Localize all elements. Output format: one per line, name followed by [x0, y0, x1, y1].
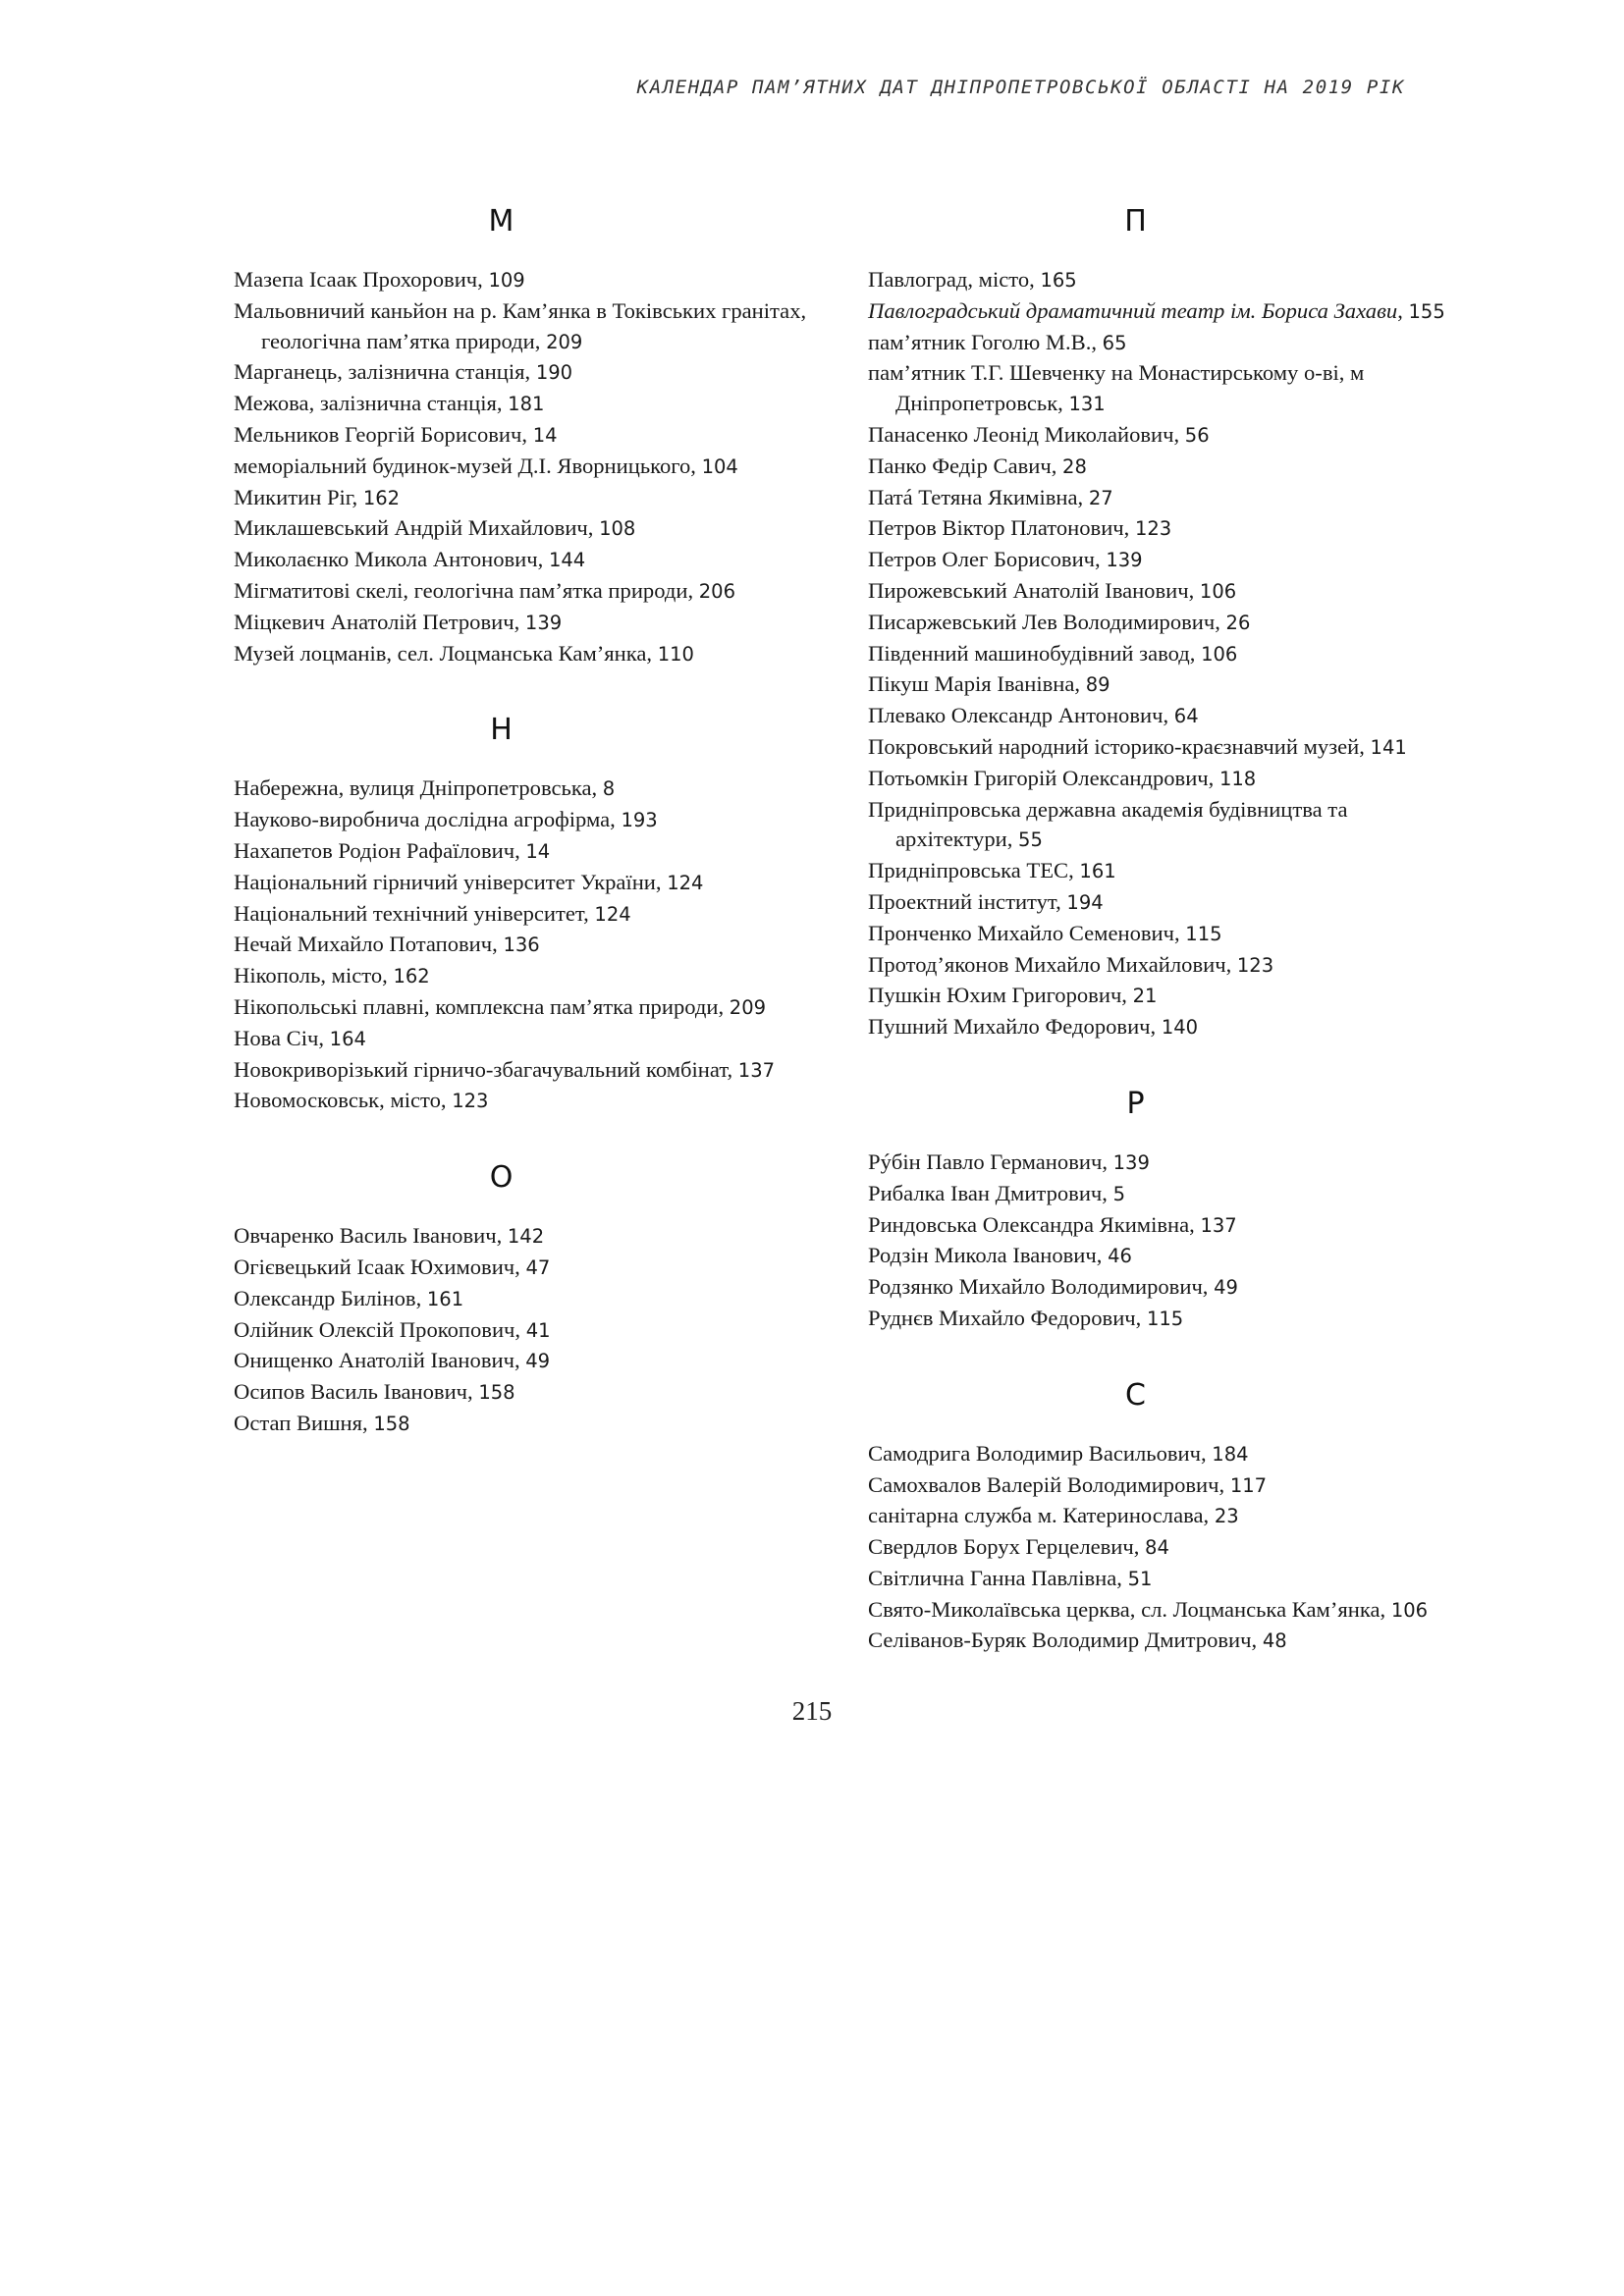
index-entry [868, 608, 1447, 639]
entry-name: Науково-виробнича дослідна агрофірма, [234, 807, 622, 832]
index-entry [868, 420, 1447, 452]
index-entry [868, 701, 1447, 732]
entry-name: Світлична Ганна Павлівна, [868, 1565, 1128, 1590]
entry-page-number: 84 [1145, 1536, 1169, 1560]
entry-name: Нечай Михайло Потапович, [234, 932, 504, 957]
index-entry [868, 1012, 1447, 1043]
index-section [868, 1372, 1447, 1658]
entry-page-number: 55 [1018, 828, 1043, 852]
entry-name: Мельников Георгій Борисович, [234, 421, 533, 447]
index-entry [234, 836, 813, 868]
entry-name: Овчаренко Василь Іванович, [234, 1223, 508, 1249]
index-entry [234, 1055, 813, 1087]
index-entry [234, 296, 813, 358]
entry-name: пам’ятник Гоголю М.В., [868, 329, 1103, 354]
entry-name: Нікополь, місто, [234, 963, 394, 988]
entry-name: Міцкевич Анатолій Петрович, [234, 609, 525, 634]
index-entry [234, 1221, 813, 1253]
entry-page-number: 140 [1161, 1016, 1199, 1040]
entry-page-number: 28 [1062, 454, 1087, 478]
entry-name: Мігматитові скелі, геологічна пам’ятка природи, [234, 577, 699, 603]
entry-page-number: 136 [503, 934, 540, 957]
entry-name: Огієвецький Ісаак Юхимович, [234, 1254, 526, 1279]
index-entry [234, 265, 813, 296]
section-letter: Р [1126, 1086, 1145, 1121]
entry-page-number: 139 [1112, 1150, 1150, 1174]
index-entry [234, 899, 813, 931]
index-entry [868, 887, 1447, 919]
entry-page-number: 161 [1079, 860, 1116, 883]
running-header: КАЛЕНДАР ПАМ’ЯТНИХ ДАТ ДНІПРОПЕТРОВСЬКОЇ ОБЛАСТІ НА 2019 РІК [636, 77, 1405, 98]
entry-page-number: 158 [373, 1412, 410, 1435]
entry-page-number: 117 [1229, 1473, 1268, 1497]
index-entry-list [234, 774, 813, 1117]
entry-name: Протод’яконов Михайло Михайлович, [868, 951, 1237, 977]
index-entry [234, 420, 813, 452]
entry-page-number: 23 [1214, 1505, 1239, 1528]
entry-name: Марганець, залізнична станція, [234, 359, 536, 385]
entry-name: Селіванов-Буряк Володимир Дмитрович, [868, 1628, 1263, 1653]
entry-name: Панасенко Леонід Миколайович, [868, 421, 1185, 447]
index-column-right [868, 198, 1447, 1657]
index-entry [868, 483, 1447, 514]
index-entry [868, 1439, 1447, 1470]
index-entry [868, 1470, 1447, 1502]
index-entry [868, 1179, 1447, 1210]
entry-page-number: 139 [524, 611, 563, 634]
entry-name: Павлоград, місто, [868, 267, 1041, 292]
entry-name: Онищенко Анатолій Іванович, [234, 1348, 526, 1373]
index-entry [234, 1346, 813, 1377]
index-entry [868, 1595, 1447, 1627]
entry-name: Пушний Михайло Федорович, [868, 1014, 1162, 1040]
index-entry [234, 576, 813, 608]
index-entry [234, 545, 813, 576]
entry-name: Пронченко Михайло Семенович, [868, 920, 1186, 945]
entry-name: Нікопольські плавні, комплексна пам’ятка природи, [234, 993, 730, 1019]
index-section [868, 1081, 1447, 1335]
entry-name: Потьомкін Григорій Олександрович, [868, 765, 1219, 790]
entry-name: Петров Віктор Платонович, [868, 515, 1135, 541]
index-entry [234, 805, 813, 836]
entry-name: Самодрига Володимир Васильович, [868, 1440, 1213, 1466]
index-column-left [234, 198, 813, 1440]
index-entry [234, 1024, 813, 1055]
entry-page-number: 110 [657, 642, 694, 666]
index-section [234, 198, 813, 669]
index-entry-list [234, 265, 813, 669]
entry-name: Новомосковськ, місто, [234, 1088, 453, 1113]
entry-page-number: 206 [698, 579, 735, 603]
entry-name: Остап Вишня, [234, 1410, 374, 1435]
index-entry [234, 930, 813, 961]
entry-page-number: 115 [1146, 1307, 1184, 1330]
entry-page-number: 41 [525, 1318, 551, 1342]
index-entry [234, 1377, 813, 1409]
entry-page-number: 14 [525, 839, 551, 863]
entry-name: Пирожевський Анатолій Іванович, [868, 577, 1200, 603]
entry-name: Олександр Билінов, [234, 1285, 427, 1310]
entry-page-number: 190 [535, 361, 573, 385]
index-entry-list [234, 1221, 813, 1440]
entry-name: пам’ятник Т.Г. Шевченку на Монастирському о-ві, м Дніпропетровськ, [868, 360, 1365, 416]
index-entry [868, 1626, 1447, 1657]
entry-page-number: 5 [1112, 1182, 1126, 1205]
index-entry [234, 1253, 813, 1284]
entry-page-number: 139 [1106, 549, 1143, 572]
entry-name: Плевако Олександр Антонович, [868, 703, 1174, 728]
entry-name: Родзін Микола Іванович, [868, 1243, 1109, 1268]
index-entry [234, 1409, 813, 1440]
entry-name: Набережна, вулиця Дніпропетровська, [234, 775, 603, 801]
section-letter: П [1124, 204, 1147, 239]
entry-page-number: 123 [452, 1090, 489, 1113]
index-entry [868, 545, 1447, 576]
entry-page-number: 106 [1390, 1598, 1429, 1622]
index-entry [868, 265, 1447, 296]
section-letter: Н [490, 713, 513, 748]
entry-name: Свято-Миколаївська церква, сл. Лоцманська Кам’янка, [868, 1596, 1391, 1622]
entry-name: Музей лоцманів, сел. Лоцманська Кам’янка, [234, 640, 658, 666]
index-entry [234, 774, 813, 805]
entry-name: Писаржевський Лев Володимирович, [868, 609, 1226, 634]
entry-name: санітарна служба м. Катеринослава, [868, 1503, 1215, 1528]
entry-name: Нова Січ, [234, 1025, 330, 1050]
entry-page-number: 124 [594, 902, 631, 926]
index-entry [868, 1148, 1447, 1179]
entry-name: Миклашевський Андрій Михайлович, [234, 515, 600, 541]
index-entry [868, 639, 1447, 670]
entry-page-number: 46 [1108, 1245, 1132, 1268]
index-entry [868, 1532, 1447, 1564]
index-entry [868, 669, 1447, 701]
entry-page-number: 155 [1408, 299, 1445, 323]
index-section [234, 1154, 813, 1440]
index-entry [234, 1284, 813, 1315]
entry-name: Павлоградський драматичний театр ім. Бориса Захави [868, 297, 1398, 323]
entry-name: Національний гірничий університет України, [234, 869, 668, 894]
index-entry-list [868, 265, 1447, 1043]
index-section [234, 707, 813, 1117]
entry-page-number: 123 [1236, 953, 1274, 977]
page-number: 215 [791, 1696, 833, 1726]
section-letter: С [1125, 1377, 1146, 1413]
entry-page-number: 115 [1185, 922, 1222, 945]
entry-page-number: 131 [1068, 393, 1106, 416]
index-entry [868, 1210, 1447, 1242]
entry-page-number: 106 [1201, 642, 1238, 666]
entry-name: Новокриворізький гірничо-збагачувальний комбінат, [234, 1056, 738, 1082]
entry-page-number: 158 [478, 1381, 515, 1405]
entry-page-number: 27 [1088, 486, 1113, 509]
entry-page-number: 14 [532, 423, 558, 447]
index-entry-list [868, 1148, 1447, 1335]
entry-name: Національний технічний університет, [234, 900, 595, 926]
index-entry [234, 357, 813, 389]
index-entry [234, 1086, 813, 1117]
index-entry [234, 513, 813, 545]
entry-name: Руднєв Михайло Федорович, [868, 1305, 1147, 1330]
entry-page-number: 142 [507, 1225, 545, 1249]
entry-page-number: 89 [1085, 673, 1110, 697]
entry-page-number: 162 [362, 486, 401, 509]
index-entry [868, 1564, 1447, 1595]
entry-page-number: 109 [488, 269, 525, 292]
index-entry [868, 1241, 1447, 1272]
entry-name: Південний машинобудівний завод, [868, 640, 1202, 666]
entry-name: Покровський народний історико-краєзнавчий музей, [868, 733, 1371, 759]
entry-page-number: 144 [548, 549, 586, 572]
entry-page-number: 209 [729, 995, 767, 1019]
entry-page-number: 124 [667, 871, 704, 894]
entry-name: Петров Олег Борисович, [868, 547, 1107, 572]
index-entry [868, 576, 1447, 608]
index-entry [868, 732, 1447, 764]
entry-page-number: 209 [546, 330, 583, 353]
entry-page-number: 56 [1184, 423, 1210, 447]
entry-name: Олійник Олексій Прокопович, [234, 1316, 526, 1342]
entry-page-number: 64 [1173, 705, 1199, 728]
entry-page-number: 194 [1066, 890, 1104, 914]
entry-name: Рибалка Іван Дмитрович, [868, 1180, 1113, 1205]
entry-page-number: 26 [1225, 611, 1251, 634]
index-entry [234, 608, 813, 639]
entry-separator: , [1397, 297, 1409, 323]
index-entry [868, 452, 1447, 483]
entry-page-number: 8 [602, 777, 616, 801]
index-entry [234, 483, 813, 514]
entry-name: Мальовничий каньйон на р. Кам’янка в Токівських гранітах, геологічна пам’ятка природи, [234, 297, 807, 353]
entry-page-number: 165 [1040, 269, 1077, 292]
entry-name: Микитин Ріг, [234, 484, 363, 509]
entry-name: Осипов Василь Іванович, [234, 1379, 479, 1405]
index-entry [868, 296, 1447, 328]
entry-page-number: 49 [1214, 1276, 1238, 1300]
entry-name: Пушкін Юхим Григорович, [868, 983, 1133, 1008]
entry-name: Мазепа Ісаак Прохорович, [234, 267, 489, 292]
entry-name: Родзянко Михайло Володимирович, [868, 1274, 1215, 1300]
index-entry [868, 764, 1447, 795]
index-entry [868, 919, 1447, 950]
index-entry [234, 961, 813, 992]
index-entry [868, 358, 1447, 420]
entry-page-number: 51 [1127, 1567, 1153, 1590]
entry-page-number: 118 [1218, 767, 1257, 790]
entry-name: Патá Тетяна Якимівна, [868, 484, 1089, 509]
entry-page-number: 104 [701, 454, 738, 478]
entry-name: Придніпровська ТЕС, [868, 858, 1080, 883]
index-entry [234, 389, 813, 420]
index-entry [234, 639, 813, 670]
entry-name: Миколаєнко Микола Антонович, [234, 547, 549, 572]
entry-page-number: 193 [621, 809, 658, 832]
entry-page-number: 137 [1200, 1213, 1237, 1237]
entry-page-number: 21 [1132, 985, 1158, 1008]
entry-name: меморіальний будинок-музей Д.І. Яворницького, [234, 453, 702, 478]
entry-page-number: 65 [1102, 331, 1127, 354]
entry-name: Проектний інститут, [868, 888, 1067, 914]
entry-page-number: 141 [1370, 735, 1407, 759]
index-entry [234, 992, 813, 1024]
index-entry [868, 981, 1447, 1012]
entry-page-number: 162 [393, 965, 430, 988]
entry-page-number: 137 [737, 1058, 776, 1082]
entry-name: Свердлов Борух Герцелевич, [868, 1534, 1146, 1560]
entry-name: Придніпровська державна академія будівництва та архітектури, [868, 796, 1348, 852]
entry-name: Нахапетов Родіон Рафаїлович, [234, 837, 526, 863]
entry-page-number: 108 [599, 517, 636, 541]
index-entry [868, 795, 1447, 857]
section-letter: О [489, 1160, 514, 1196]
entry-page-number: 181 [508, 393, 545, 416]
index-entry [234, 452, 813, 483]
index-entry [868, 513, 1447, 545]
index-entry [868, 856, 1447, 887]
index-entry [234, 1315, 813, 1347]
entry-name: Рýбін Павло Германович, [868, 1148, 1113, 1174]
entry-name: Риндовська Олександра Якимівна, [868, 1211, 1201, 1237]
entry-page-number: 184 [1212, 1442, 1249, 1466]
entry-page-number: 161 [426, 1287, 464, 1310]
entry-page-number: 123 [1134, 517, 1172, 541]
entry-name: Межова, залізнична станція, [234, 391, 509, 416]
index-section [868, 198, 1447, 1043]
entry-name: Пікуш Марія Іванівна, [868, 671, 1086, 697]
index-entry [868, 328, 1447, 359]
entry-page-number: 47 [525, 1255, 551, 1279]
entry-page-number: 106 [1199, 579, 1237, 603]
index-entry [234, 868, 813, 899]
section-letter: М [488, 204, 514, 239]
index-entry [868, 1272, 1447, 1304]
index-entry [868, 950, 1447, 982]
index-entry-list [868, 1439, 1447, 1658]
entry-name: Панко Федір Савич, [868, 453, 1063, 478]
index-entry [868, 1501, 1447, 1532]
index-entry [868, 1304, 1447, 1335]
entry-page-number: 48 [1262, 1629, 1287, 1653]
entry-name: Самохвалов Валерій Володимирович, [868, 1471, 1230, 1497]
entry-page-number: 164 [329, 1027, 366, 1050]
entry-page-number: 49 [525, 1350, 551, 1373]
